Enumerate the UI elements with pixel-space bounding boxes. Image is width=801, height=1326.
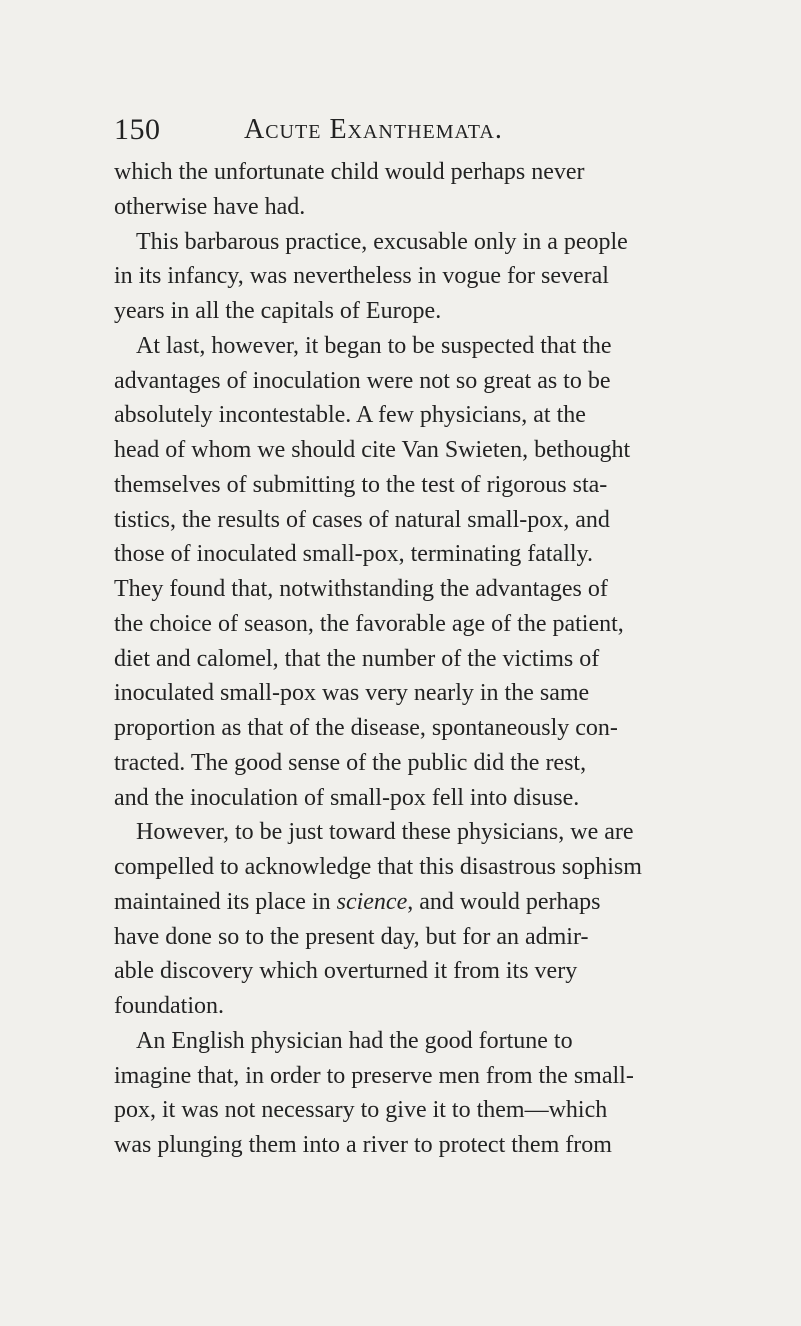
page-number: 150 [114,113,161,146]
text-line: foundation. [114,993,224,1019]
running-title: Acute Exanthemata. [244,114,503,145]
text-line: head of whom we should cite Van Swieten, bethought [114,437,631,463]
text-line: otherwise have had. [114,193,306,220]
paragraph-first-line: This barbarous practice, excusable only in a people [136,228,628,255]
text-line: diet and calomel, that the number of the victims of [114,645,600,672]
text-line: compelled to acknowledge that this disastrous sophism [114,854,642,880]
text-segment: , and would perhaps [407,888,601,915]
running-head [114,110,754,150]
text-line-with-emphasis [114,885,744,920]
text-line: was plunging them into a river to protect them from [114,1132,612,1158]
text-line: have done so to the present day, but for an admir- [114,923,589,950]
text-line: themselves of submitting to the test of rigorous sta- [114,471,608,498]
text-line: absolutely incontestable. A few physicians, at the [114,402,586,429]
text-line: proportion as that of the disease, spontaneously con- [114,715,618,741]
text-line: imagine that, in order to preserve men from the small- [114,1062,634,1089]
text-line: able discovery which overturned it from its very [114,958,578,985]
text-line: They found that, notwithstanding the advantages of [114,576,608,602]
text-line: inoculated small-pox was very nearly in the same [114,680,590,707]
text-line: which the unfortunate child would perhaps never [114,159,585,185]
body-text [114,155,744,1163]
text-line: in its infancy, was nevertheless in vogue for several [114,263,609,290]
text-line: and the inoculation of small-pox fell into disuse. [114,784,580,811]
paragraph-first-line: However, to be just toward these physicians, we are [136,819,634,846]
paragraph-first-line: An English physician had the good fortune to [136,1027,573,1054]
text-line: pox, it was not necessary to give it to them—which [114,1097,608,1124]
text-line: the choice of season, the favorable age of the patient, [114,610,624,637]
text-segment: maintained its place in [114,888,337,915]
text-line: tistics, the results of cases of natural small-pox, and [114,506,610,533]
paragraph-first-line: At last, however, it began to be suspected that the [136,332,612,359]
text-line: advantages of inoculation were not so great as to be [114,367,611,394]
text-line: those of inoculated small-pox, terminating fatally. [114,541,593,568]
emphasized-word: science [336,888,408,915]
text-line: years in all the capitals of Europe. [114,298,442,324]
text-line: tracted. The good sense of the public did the rest, [114,749,587,776]
